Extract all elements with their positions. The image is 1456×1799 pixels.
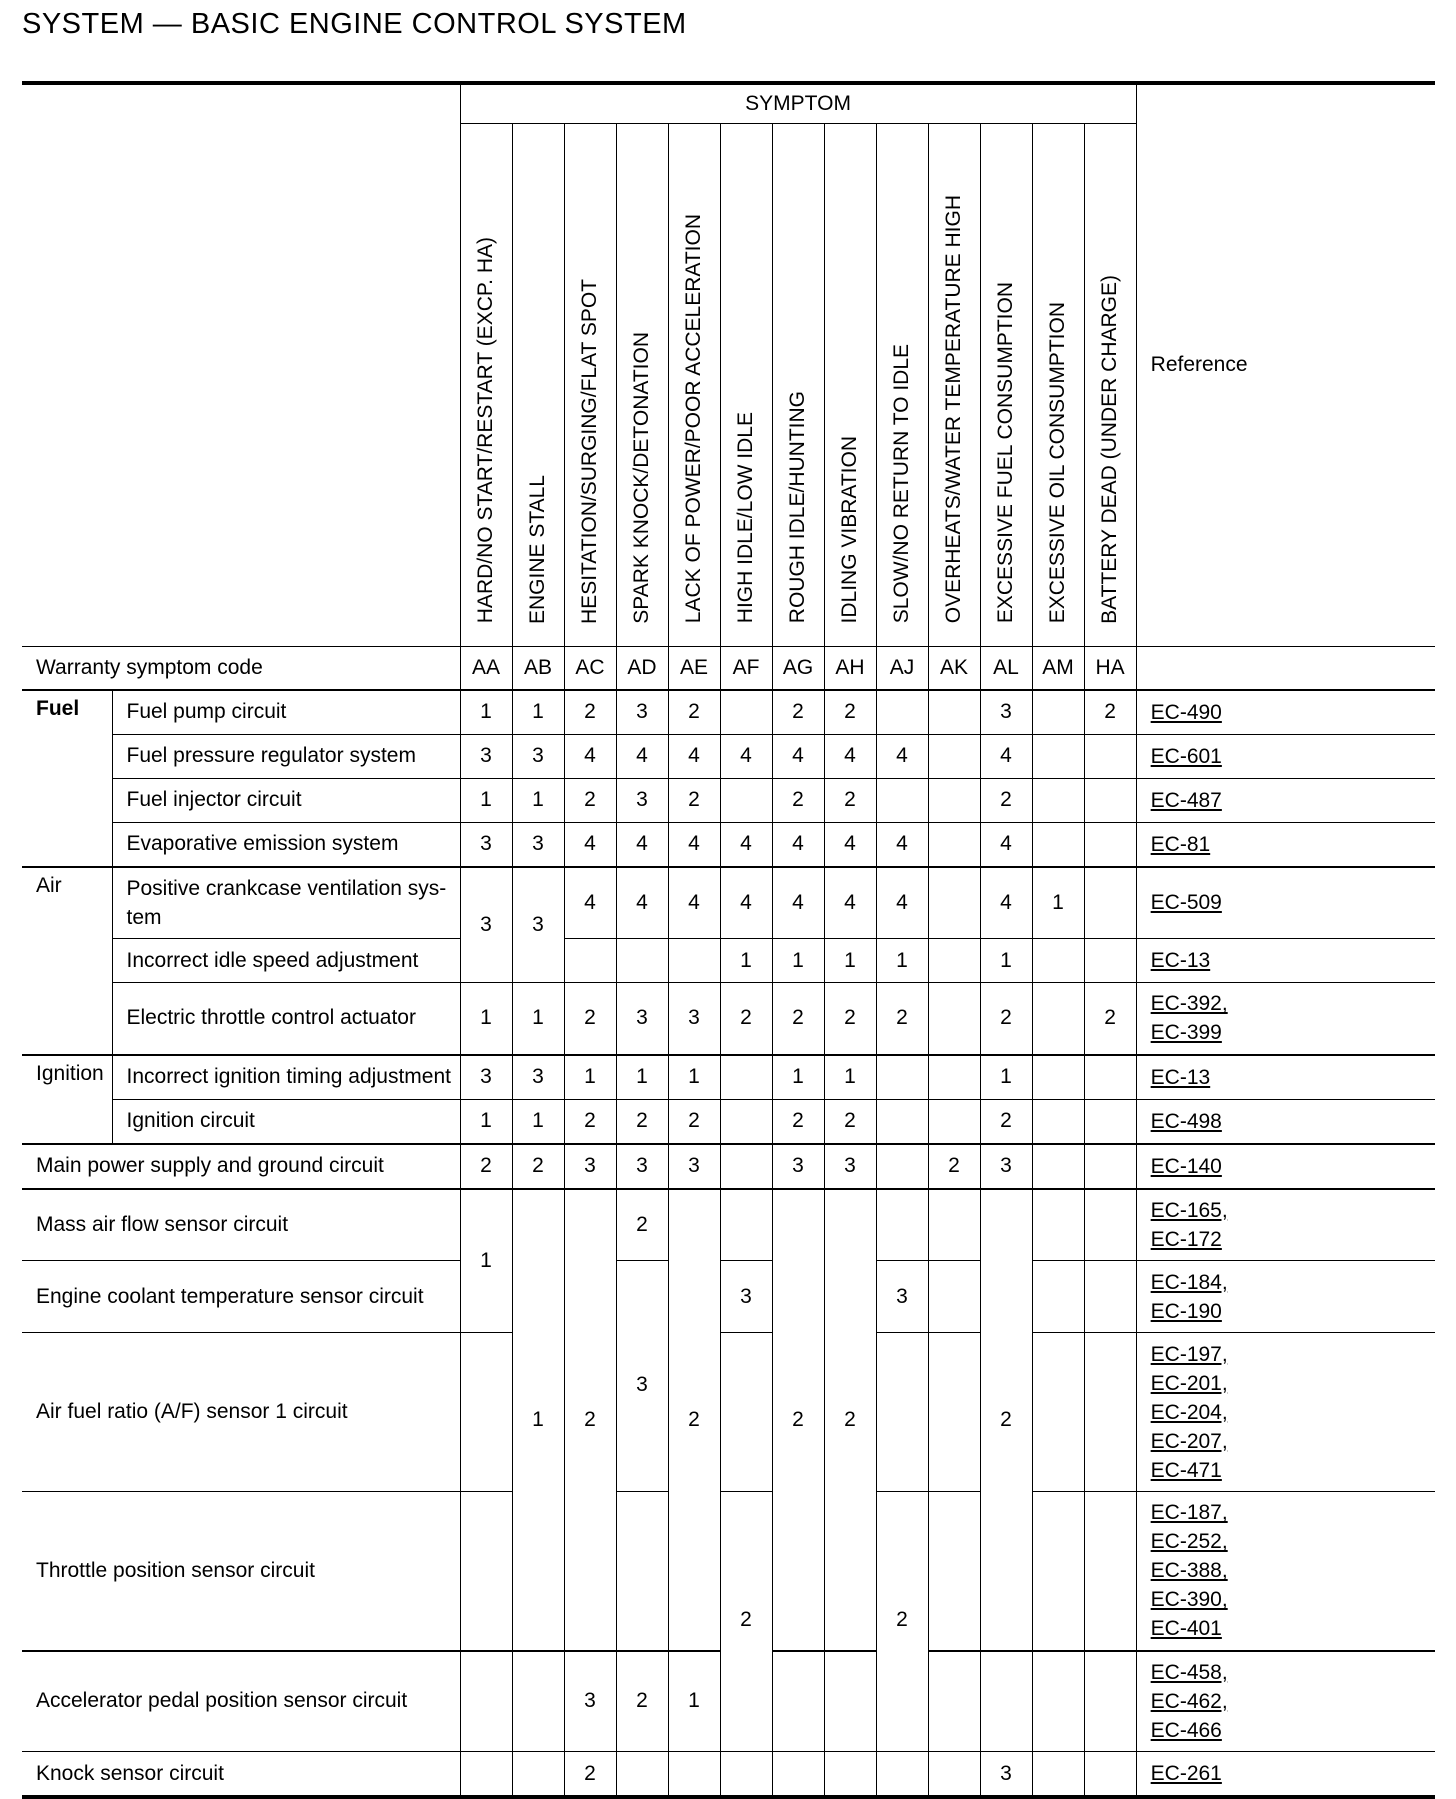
value-cell: 1 <box>668 1055 720 1100</box>
value-cell: 2 <box>772 778 824 822</box>
value-cell: 4 <box>980 734 1032 778</box>
table-row <box>22 1492 1435 1651</box>
value-cell: 3 <box>564 1651 616 1752</box>
value-cell <box>720 690 772 735</box>
symptom-label: BATTERY DEAD (UNDER CHARGE) <box>1084 123 1136 646</box>
value-cell: 1 <box>512 778 564 822</box>
value-cell: 2 <box>772 1189 824 1651</box>
value-cell: 4 <box>720 867 772 939</box>
value-cell <box>1084 1333 1136 1492</box>
code-cell: AJ <box>876 646 928 690</box>
value-cell: 1 <box>460 778 512 822</box>
diagnosis-table <box>22 81 1435 1799</box>
value-cell: 2 <box>564 1099 616 1144</box>
value-cell <box>1032 690 1084 735</box>
value-cell <box>1032 1144 1084 1189</box>
value-cell: 3 <box>460 822 512 867</box>
value-cell <box>928 867 980 939</box>
value-cell: 1 <box>616 1055 668 1100</box>
table-row <box>22 1055 1435 1100</box>
value-cell: 4 <box>876 822 928 867</box>
reference-link[interactable]: EC-187, <box>1150 1501 1228 1525</box>
symptom-label: SLOW/NO RETURN TO IDLE <box>876 123 928 646</box>
value-cell <box>616 1752 668 1798</box>
value-cell: 1 <box>460 1189 512 1333</box>
code-cell: AB <box>512 646 564 690</box>
value-cell: 4 <box>616 822 668 867</box>
code-cell: HA <box>1084 646 1136 690</box>
value-cell: 4 <box>876 867 928 939</box>
value-cell <box>928 690 980 735</box>
value-cell: 3 <box>512 734 564 778</box>
reference-cell <box>1136 1333 1435 1492</box>
value-cell: 2 <box>668 1099 720 1144</box>
value-cell: 3 <box>512 1055 564 1100</box>
value-cell: 1 <box>720 939 772 983</box>
value-cell: 3 <box>616 778 668 822</box>
reference-cell <box>1136 1055 1435 1100</box>
value-cell <box>564 939 616 983</box>
item-label: Fuel injector circuit <box>112 778 460 822</box>
value-cell <box>512 1651 564 1752</box>
value-cell <box>720 778 772 822</box>
reference-link[interactable]: EC-509 <box>1150 891 1222 915</box>
value-cell <box>1084 734 1136 778</box>
value-cell <box>1032 983 1084 1055</box>
value-cell: 1 <box>824 939 876 983</box>
value-cell <box>460 1333 512 1492</box>
value-cell <box>616 939 668 983</box>
value-cell: 2 <box>616 1189 668 1261</box>
value-cell: 4 <box>720 734 772 778</box>
value-cell <box>1084 822 1136 867</box>
value-cell: 2 <box>1084 690 1136 735</box>
value-cell: 2 <box>564 1189 616 1651</box>
value-cell: 4 <box>564 822 616 867</box>
value-cell <box>824 1651 876 1752</box>
code-cell: AH <box>824 646 876 690</box>
symptom-label: HIGH IDLE/LOW IDLE <box>720 123 772 646</box>
value-cell: 2 <box>564 983 616 1055</box>
value-cell: 3 <box>460 734 512 778</box>
reference-link[interactable]: EC-399 <box>1150 1021 1222 1045</box>
value-cell: 1 <box>876 939 928 983</box>
reference-cell <box>1136 867 1435 939</box>
value-cell: 2 <box>720 983 772 1055</box>
value-cell: 3 <box>668 1144 720 1189</box>
header-blank <box>22 83 460 646</box>
value-cell <box>928 1333 980 1492</box>
value-cell <box>512 1752 564 1798</box>
item-label: Ignition circuit <box>112 1099 460 1144</box>
value-cell <box>720 1099 772 1144</box>
value-cell: 4 <box>564 734 616 778</box>
value-cell <box>1032 939 1084 983</box>
reference-link[interactable]: EC-471 <box>1150 1458 1222 1482</box>
item-label: Mass air flow sensor circuit <box>22 1189 460 1261</box>
value-cell: 3 <box>720 1261 772 1333</box>
value-cell: 3 <box>980 1144 1032 1189</box>
value-cell: 2 <box>824 778 876 822</box>
value-cell <box>928 1492 980 1651</box>
reference-link[interactable]: EC-466 <box>1150 1718 1222 1742</box>
value-cell: 3 <box>460 867 512 983</box>
symptom-label: SPARK KNOCK/DETONATION <box>616 123 668 646</box>
code-ref-blank <box>1136 646 1435 690</box>
value-cell <box>1032 734 1084 778</box>
code-cell: AK <box>928 646 980 690</box>
value-cell: 2 <box>720 1492 772 1752</box>
value-cell: 2 <box>928 1144 980 1189</box>
value-cell: 4 <box>616 734 668 778</box>
value-cell: 2 <box>980 778 1032 822</box>
value-cell: 2 <box>772 690 824 735</box>
value-cell: 2 <box>460 1144 512 1189</box>
value-cell <box>928 1261 980 1333</box>
value-cell: 1 <box>564 1055 616 1100</box>
value-cell <box>876 1055 928 1100</box>
item-label: Accelerator pedal position sensor circuit <box>22 1651 460 1752</box>
value-cell <box>1084 1752 1136 1798</box>
value-cell: 2 <box>824 983 876 1055</box>
reference-cell <box>1136 939 1435 983</box>
value-cell <box>876 1752 928 1798</box>
value-cell <box>1032 1055 1084 1100</box>
value-cell <box>928 983 980 1055</box>
item-label: Main power supply and ground circuit <box>22 1144 460 1189</box>
value-cell <box>616 1492 668 1651</box>
value-cell: 3 <box>460 1055 512 1100</box>
category-ignition: Ignition <box>22 1055 112 1144</box>
reference-link[interactable]: EC-261 <box>1150 1762 1222 1785</box>
value-cell <box>720 1189 772 1261</box>
value-cell <box>824 1752 876 1798</box>
value-cell: 3 <box>876 1261 928 1333</box>
value-cell: 2 <box>876 1492 928 1752</box>
reference-link[interactable]: EC-601 <box>1150 744 1222 768</box>
value-cell: 1 <box>460 690 512 735</box>
item-label: Throttle position sensor circuit <box>22 1492 460 1651</box>
value-cell <box>772 1752 824 1798</box>
value-cell <box>668 1752 720 1798</box>
value-cell <box>460 1752 512 1798</box>
value-cell: 2 <box>616 1099 668 1144</box>
value-cell: 1 <box>1032 867 1084 939</box>
code-cell: AG <box>772 646 824 690</box>
value-cell: 4 <box>720 822 772 867</box>
symptom-label: ENGINE STALL <box>512 123 564 646</box>
value-cell: 2 <box>564 1752 616 1798</box>
symptom-label: LACK OF POWER/POOR ACCELERATION <box>668 123 720 646</box>
value-cell: 2 <box>512 1144 564 1189</box>
value-cell: 4 <box>772 867 824 939</box>
symptom-label: HESITATION/SURGING/FLAT SPOT <box>564 123 616 646</box>
value-cell: 1 <box>512 1099 564 1144</box>
value-cell <box>1084 867 1136 939</box>
table-row <box>22 690 1435 735</box>
value-cell: 2 <box>564 690 616 735</box>
value-cell: 3 <box>772 1144 824 1189</box>
value-cell <box>876 778 928 822</box>
table-row <box>22 1333 1435 1492</box>
value-cell <box>1032 1651 1084 1752</box>
value-cell <box>1032 1261 1084 1333</box>
value-cell: 2 <box>876 983 928 1055</box>
value-cell: 1 <box>980 1055 1032 1100</box>
table-row <box>22 983 1435 1055</box>
value-cell: 1 <box>512 690 564 735</box>
reference-link[interactable]: EC-13 <box>1150 1065 1211 1089</box>
value-cell <box>772 1651 824 1752</box>
value-cell: 2 <box>616 1651 668 1752</box>
value-cell <box>1084 1261 1136 1333</box>
code-cell: AE <box>668 646 720 690</box>
reference-cell <box>1136 1261 1435 1333</box>
reference-link[interactable]: EC-204, <box>1150 1400 1228 1424</box>
item-label: Incorrect idle speed adjustment <box>112 939 460 983</box>
code-cell: AM <box>1032 646 1084 690</box>
symptom-label: EXCESSIVE OIL CONSUMPTION <box>1032 123 1084 646</box>
value-cell <box>1032 822 1084 867</box>
reference-link[interactable]: EC-184, <box>1150 1270 1228 1294</box>
reference-cell <box>1136 734 1435 778</box>
value-cell: 3 <box>512 822 564 867</box>
value-cell <box>668 939 720 983</box>
symptom-label: OVERHEATS/WATER TEMPERATURE HIGH <box>928 123 980 646</box>
reference-link[interactable]: EC-190 <box>1150 1299 1222 1323</box>
code-cell: AF <box>720 646 772 690</box>
value-cell: 2 <box>668 778 720 822</box>
value-cell: 2 <box>824 1099 876 1144</box>
value-cell <box>460 1651 512 1752</box>
value-cell: 3 <box>980 690 1032 735</box>
value-cell: 2 <box>772 1099 824 1144</box>
reference-link[interactable]: EC-207, <box>1150 1429 1228 1453</box>
value-cell: 2 <box>980 1099 1032 1144</box>
item-label: Incorrect ignition timing adjustment <box>112 1055 460 1100</box>
reference-cell <box>1136 1189 1435 1261</box>
item-label: Air fuel ratio (A/F) sensor 1 circuit <box>22 1333 460 1492</box>
table-row <box>22 867 1435 939</box>
reference-cell <box>1136 1099 1435 1144</box>
table-row <box>22 1189 1435 1261</box>
reference-link[interactable]: EC-487 <box>1150 788 1222 812</box>
value-cell: 4 <box>668 822 720 867</box>
value-cell <box>928 1651 980 1752</box>
value-cell: 1 <box>512 1189 564 1651</box>
category-fuel: Fuel <box>22 690 112 867</box>
value-cell <box>720 1333 772 1492</box>
value-cell: 2 <box>980 1189 1032 1651</box>
symptom-label: HARD/NO START/RESTART (EXCP. HA) <box>460 123 512 646</box>
value-cell <box>1084 1055 1136 1100</box>
value-cell: 1 <box>980 939 1032 983</box>
table-row <box>22 1144 1435 1189</box>
reference-link[interactable]: EC-140 <box>1150 1154 1222 1178</box>
reference-cell <box>1136 1651 1435 1752</box>
code-cell: AA <box>460 646 512 690</box>
value-cell <box>928 1752 980 1798</box>
value-cell <box>1032 1099 1084 1144</box>
value-cell <box>1084 1144 1136 1189</box>
value-cell <box>1084 1189 1136 1261</box>
value-cell: 2 <box>564 778 616 822</box>
value-cell <box>876 1333 928 1492</box>
reference-link[interactable]: EC-401 <box>1150 1617 1222 1641</box>
reference-link[interactable]: EC-172 <box>1150 1227 1222 1251</box>
reference-link[interactable]: EC-498 <box>1150 1109 1222 1133</box>
value-cell: 1 <box>512 983 564 1055</box>
value-cell: 1 <box>772 1055 824 1100</box>
value-cell: 4 <box>876 734 928 778</box>
reference-cell <box>1136 1492 1435 1651</box>
reference-link[interactable]: EC-165, <box>1150 1198 1228 1222</box>
value-cell: 4 <box>772 734 824 778</box>
value-cell: 3 <box>616 690 668 735</box>
value-cell: 2 <box>668 690 720 735</box>
value-cell <box>876 1144 928 1189</box>
symptom-label: ROUGH IDLE/HUNTING <box>772 123 824 646</box>
item-label: Knock sensor circuit <box>22 1752 460 1798</box>
value-cell <box>1032 1333 1084 1492</box>
value-cell <box>720 1752 772 1798</box>
item-label: Engine coolant temperature sensor circuit <box>22 1261 460 1333</box>
reference-cell <box>1136 690 1435 735</box>
value-cell: 4 <box>980 822 1032 867</box>
item-label: Fuel pressure regulator system <box>112 734 460 778</box>
reference-link[interactable]: EC-490 <box>1150 700 1222 724</box>
reference-cell <box>1136 778 1435 822</box>
value-cell: 4 <box>668 734 720 778</box>
reference-cell <box>1136 1144 1435 1189</box>
item-label: Electric throttle control actuator <box>112 983 460 1055</box>
value-cell <box>928 1189 980 1261</box>
value-cell: 4 <box>668 867 720 939</box>
reference-link[interactable]: EC-388, <box>1150 1559 1228 1583</box>
reference-link[interactable]: EC-392, <box>1150 992 1228 1016</box>
value-cell <box>1084 939 1136 983</box>
value-cell: 3 <box>564 1144 616 1189</box>
value-cell: 4 <box>772 822 824 867</box>
value-cell <box>928 1055 980 1100</box>
value-cell: 2 <box>772 983 824 1055</box>
table-row <box>22 1752 1435 1798</box>
value-cell: 4 <box>980 867 1032 939</box>
item-label: Fuel pump circuit <box>112 690 460 735</box>
value-cell <box>1084 1492 1136 1651</box>
value-cell: 4 <box>824 867 876 939</box>
reference-cell <box>1136 1752 1435 1798</box>
table-row <box>22 778 1435 822</box>
value-cell <box>460 1492 512 1651</box>
reference-link[interactable]: EC-390, <box>1150 1588 1228 1612</box>
value-cell: 4 <box>616 867 668 939</box>
value-cell: 3 <box>668 983 720 1055</box>
item-label: Evaporative emission system <box>112 822 460 867</box>
value-cell: 1 <box>668 1651 720 1752</box>
table-row <box>22 1099 1435 1144</box>
value-cell: 2 <box>668 1189 720 1651</box>
reference-link[interactable]: EC-462, <box>1150 1689 1228 1713</box>
symptom-label: IDLING VIBRATION <box>824 123 876 646</box>
value-cell <box>876 1189 928 1261</box>
value-cell: 2 <box>824 1189 876 1651</box>
value-cell: 2 <box>980 983 1032 1055</box>
value-cell: 3 <box>512 867 564 983</box>
value-cell <box>928 1099 980 1144</box>
value-cell <box>928 778 980 822</box>
item-label: Positive crankcase ventilation sys-tem <box>112 867 460 939</box>
reference-link[interactable]: EC-197, <box>1150 1342 1228 1366</box>
value-cell: 1 <box>772 939 824 983</box>
value-cell: 3 <box>824 1144 876 1189</box>
value-cell <box>1032 778 1084 822</box>
value-cell: 1 <box>460 1099 512 1144</box>
reference-cell <box>1136 822 1435 867</box>
value-cell <box>928 822 980 867</box>
reference-link[interactable]: EC-458, <box>1150 1660 1228 1684</box>
value-cell: 3 <box>616 1144 668 1189</box>
reference-link[interactable]: EC-201, <box>1150 1371 1228 1395</box>
table-row <box>22 822 1435 867</box>
value-cell <box>928 734 980 778</box>
value-cell <box>1032 1752 1084 1798</box>
value-cell: 3 <box>980 1752 1032 1798</box>
value-cell: 2 <box>824 690 876 735</box>
value-cell <box>1084 1099 1136 1144</box>
value-cell: 3 <box>616 1261 668 1492</box>
value-cell: 1 <box>460 983 512 1055</box>
value-cell: 3 <box>616 983 668 1055</box>
value-cell: 2 <box>1084 983 1136 1055</box>
reference-header: Reference <box>1136 83 1435 646</box>
value-cell: 1 <box>824 1055 876 1100</box>
symptom-header: SYMPTOM <box>460 83 1136 123</box>
value-cell: 4 <box>824 734 876 778</box>
table-row <box>22 734 1435 778</box>
symptom-label: EXCESSIVE FUEL CONSUMPTION <box>980 123 1032 646</box>
value-cell <box>1032 1492 1084 1651</box>
code-cell: AL <box>980 646 1032 690</box>
value-cell <box>876 690 928 735</box>
code-cell: AC <box>564 646 616 690</box>
value-cell: 4 <box>824 822 876 867</box>
reference-link[interactable]: EC-252, <box>1150 1530 1228 1554</box>
warranty-label: Warranty symptom code <box>22 646 460 690</box>
value-cell: 4 <box>564 867 616 939</box>
category-air: Air <box>22 867 112 1055</box>
value-cell <box>1084 1651 1136 1752</box>
value-cell <box>876 1099 928 1144</box>
value-cell <box>720 1144 772 1189</box>
page-title: SYSTEM — BASIC ENGINE CONTROL SYSTEM <box>22 8 687 40</box>
reference-link[interactable]: EC-81 <box>1150 832 1211 856</box>
reference-cell <box>1136 983 1435 1055</box>
table-row <box>22 939 1435 983</box>
value-cell <box>928 939 980 983</box>
value-cell <box>1032 1189 1084 1261</box>
warranty-code-row <box>22 646 1435 690</box>
value-cell <box>720 1055 772 1100</box>
value-cell <box>980 1651 1032 1752</box>
reference-link[interactable]: EC-13 <box>1150 949 1211 972</box>
table-row <box>22 1261 1435 1333</box>
code-cell: AD <box>616 646 668 690</box>
value-cell <box>1084 778 1136 822</box>
